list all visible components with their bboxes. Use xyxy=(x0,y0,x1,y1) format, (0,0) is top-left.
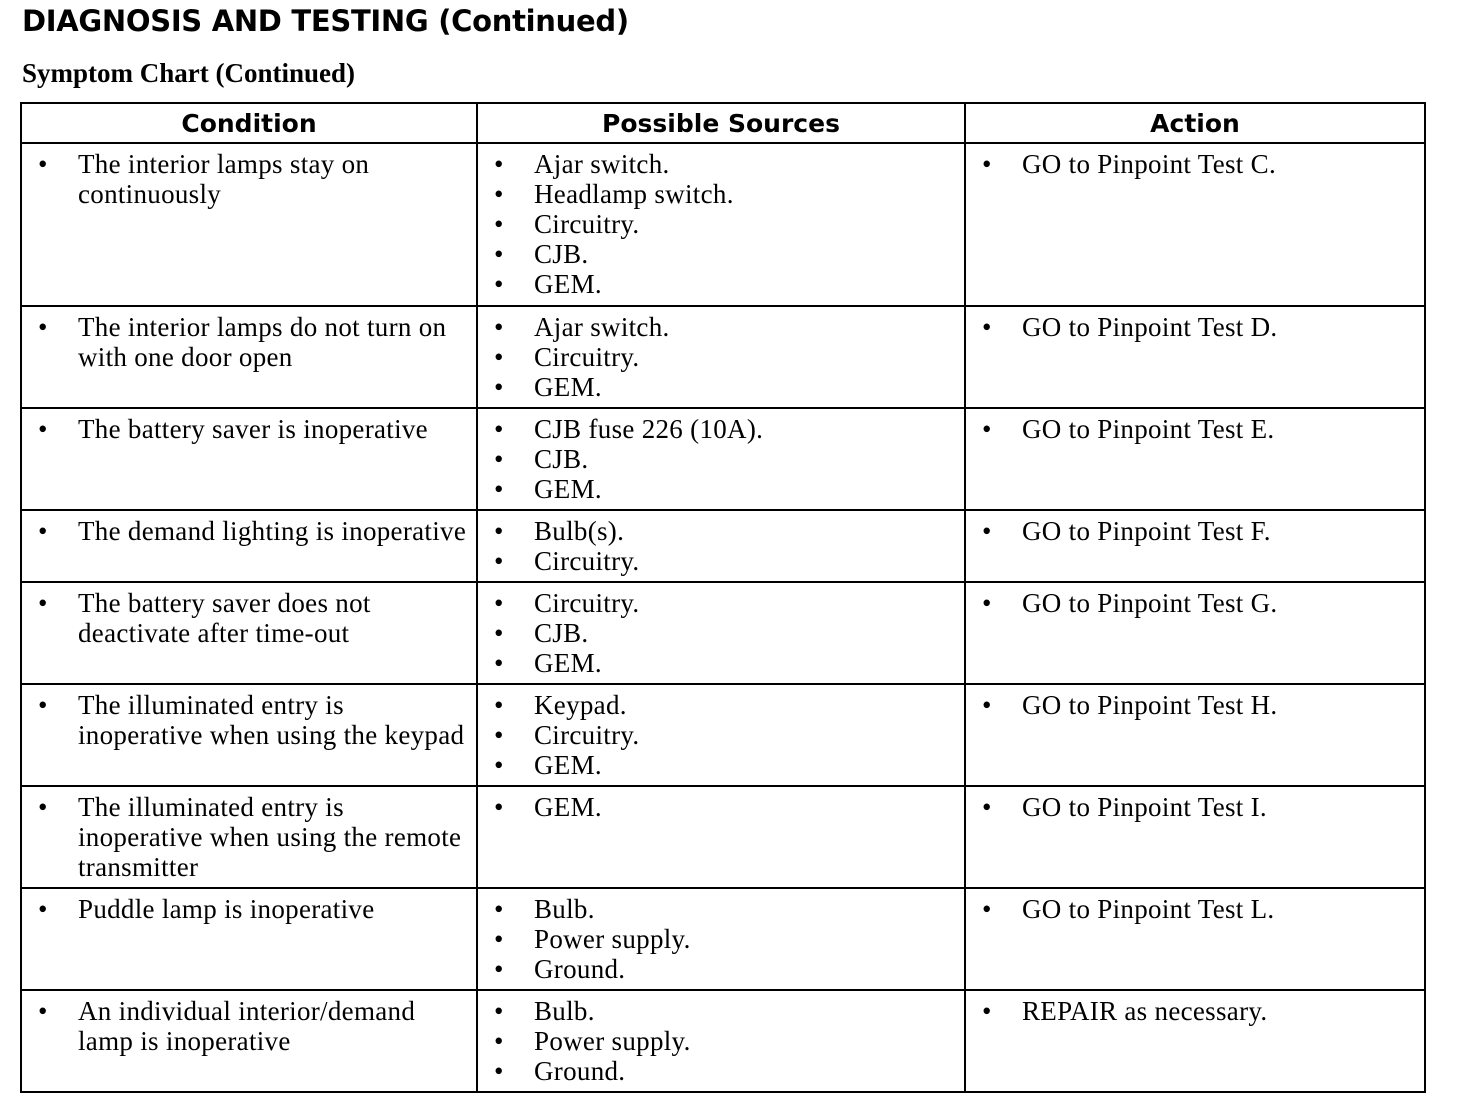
table-row xyxy=(21,306,1425,408)
table-row xyxy=(21,990,1425,1092)
table-row xyxy=(21,408,1425,510)
source-item: • Bulb(s). xyxy=(486,516,956,546)
condition-text: • The battery saver is inoperative xyxy=(30,414,468,444)
source-item: • CJB. xyxy=(486,239,956,269)
action-text: • REPAIR as necessary. xyxy=(974,996,1416,1026)
source-item: • Power supply. xyxy=(486,924,956,954)
sources-cell xyxy=(477,888,965,990)
header-action: Action xyxy=(965,103,1425,143)
action-cell xyxy=(965,684,1425,786)
source-item: • GEM. xyxy=(486,792,956,822)
source-item: • GEM. xyxy=(486,372,956,402)
source-item: • Ground. xyxy=(486,954,956,984)
action-cell xyxy=(965,510,1425,582)
sources-cell xyxy=(477,990,965,1092)
condition-text: • Puddle lamp is inoperative xyxy=(30,894,468,924)
action-cell xyxy=(965,582,1425,684)
condition-cell xyxy=(21,408,477,510)
condition-text: • The interior lamps do not turn on with one door open xyxy=(30,312,468,372)
header-possible-sources: Possible Sources xyxy=(477,103,965,143)
action-text: • GO to Pinpoint Test H. xyxy=(974,690,1416,720)
condition-text: • The illuminated entry is inoperative when using the remote transmitter xyxy=(30,792,468,882)
source-item: • CJB. xyxy=(486,618,956,648)
sources-cell xyxy=(477,510,965,582)
action-cell xyxy=(965,306,1425,408)
source-item: • GEM. xyxy=(486,648,956,678)
table-row xyxy=(21,684,1425,786)
source-item: • GEM. xyxy=(486,750,956,780)
source-item: • Circuitry. xyxy=(486,209,956,239)
action-text: • GO to Pinpoint Test E. xyxy=(974,414,1416,444)
action-text: • GO to Pinpoint Test I. xyxy=(974,792,1416,822)
table-row xyxy=(21,786,1425,888)
header-condition: Condition xyxy=(21,103,477,143)
source-item: • Bulb. xyxy=(486,996,956,1026)
condition-text: • The battery saver does not deactivate after time-out xyxy=(30,588,468,648)
condition-cell xyxy=(21,888,477,990)
action-text: • GO to Pinpoint Test L. xyxy=(974,894,1416,924)
table-row xyxy=(21,582,1425,684)
sources-cell xyxy=(477,684,965,786)
condition-cell xyxy=(21,786,477,888)
condition-cell xyxy=(21,306,477,408)
action-cell xyxy=(965,786,1425,888)
condition-text: • The interior lamps stay on continuously xyxy=(30,149,468,209)
condition-text: • The demand lighting is inoperative xyxy=(30,516,468,546)
condition-cell xyxy=(21,510,477,582)
source-item: • Bulb. xyxy=(486,894,956,924)
action-cell xyxy=(965,990,1425,1092)
symptom-table xyxy=(20,102,1426,1093)
source-item: • GEM. xyxy=(486,474,956,504)
action-cell xyxy=(965,408,1425,510)
condition-text: • An individual interior/demand lamp is inoperative xyxy=(30,996,468,1056)
sources-cell xyxy=(477,306,965,408)
source-item: • Circuitry. xyxy=(486,588,956,618)
source-item: • GEM. xyxy=(486,269,956,299)
source-item: • Circuitry. xyxy=(486,720,956,750)
source-item: • Ajar switch. xyxy=(486,312,956,342)
action-cell xyxy=(965,143,1425,306)
table-row xyxy=(21,143,1425,306)
action-text: • GO to Pinpoint Test F. xyxy=(974,516,1416,546)
table-row xyxy=(21,510,1425,582)
condition-cell xyxy=(21,990,477,1092)
section-title: Symptom Chart (Continued) xyxy=(22,58,356,88)
source-item: • Ajar switch. xyxy=(486,149,956,179)
condition-text: • The illuminated entry is inoperative when using the keypad xyxy=(30,690,468,750)
condition-cell xyxy=(21,684,477,786)
action-text: • GO to Pinpoint Test G. xyxy=(974,588,1416,618)
source-item: • CJB. xyxy=(486,444,956,474)
source-item: • Power supply. xyxy=(486,1026,956,1056)
sources-cell xyxy=(477,786,965,888)
source-item: • Headlamp switch. xyxy=(486,179,956,209)
action-text: • GO to Pinpoint Test D. xyxy=(974,312,1416,342)
action-cell xyxy=(965,888,1425,990)
sources-cell xyxy=(477,143,965,306)
action-text: • GO to Pinpoint Test C. xyxy=(974,149,1416,179)
condition-cell xyxy=(21,582,477,684)
source-item: • Circuitry. xyxy=(486,546,956,576)
sources-cell xyxy=(477,408,965,510)
page-title: DIAGNOSIS AND TESTING (Continued) xyxy=(22,4,629,38)
source-item: • Keypad. xyxy=(486,690,956,720)
sources-cell xyxy=(477,582,965,684)
source-item: • CJB fuse 226 (10A). xyxy=(486,414,956,444)
condition-cell xyxy=(21,143,477,306)
header-row xyxy=(21,103,1425,143)
table-row xyxy=(21,888,1425,990)
source-item: • Ground. xyxy=(486,1056,956,1086)
source-item: • Circuitry. xyxy=(486,342,956,372)
